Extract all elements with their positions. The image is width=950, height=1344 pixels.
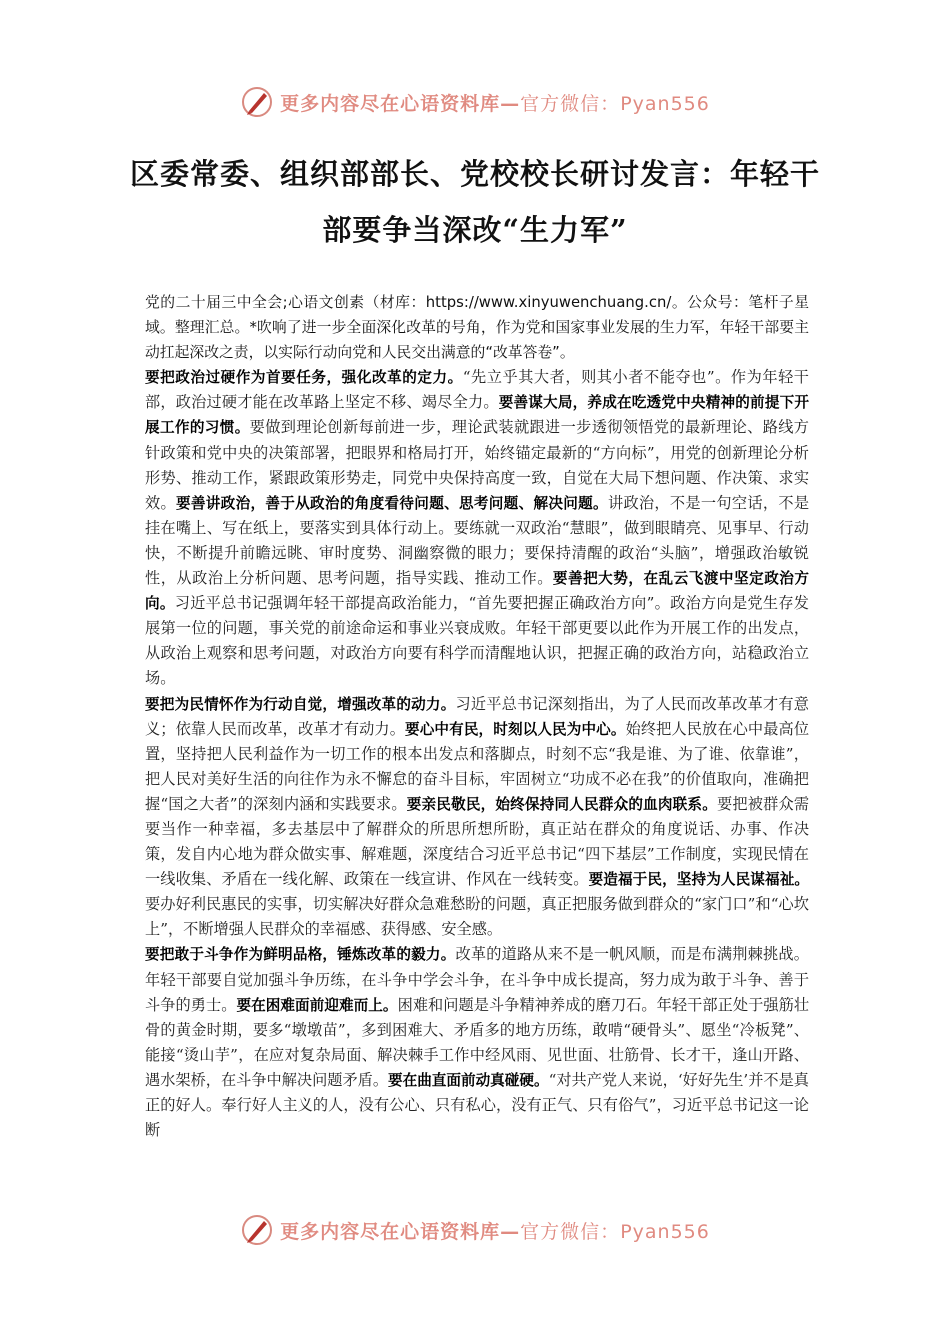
header-banner — [0, 82, 950, 122]
section-paragraph-2: 要把为民情怀作为行动自觉，增强改革的动力。习近平总书记深刻指出，为了人民而改革改革才有意义；依靠人民而改革，改革才有动力。要心中有民，时刻以人民为中心。始终把人民放在心中最高位置，坚持把人民利益作为一切工作的根本出发点和落脚点，时刻不忘“我是谁、为了谁、依靠谁”，把人民对美好生活的向往作为永不懈怠的奋斗目标，牢固树立“功成不必在我”的价值取向，准确把握“国之大者”的深刻内涵和实践要求。要亲民敬民，始终保持同人民群众的血肉联系。要把被群众需要当作一种幸福，多去基层中了解群众的所思所想所盼，真正站在群众的角度说话、办事、作决策，发自内心地为群众做实事、解难题，深度结合习近平总书记“四下基层”工作制度，实现民情在一线收集、矛盾在一线化解、政策在一线宣讲、作风在一线转变。要造福于民，坚持为人民谋福祉。要办好利民惠民的实事，切实解决好群众急难愁盼的问题，真正把服务做到群众的“家门口”和“心坎上”，不断增强人民群众的幸福感、获得感、安全感。 — [145, 694, 810, 939]
section-paragraph-3: 要把敢于斗争作为鲜明品格，锤炼改革的毅力。改革的道路从来不是一帆风顺，而是布满荆棘挑战。年轻干部要自觉加强斗争历练，在斗争中学会斗争，在斗争中成长提高，努力成为敢于斗争、善于斗争的勇士。要在困难面前迎难而上。困难和问题是斗争精神养成的磨刀石。年轻干部正处于强筋壮骨的黄金时期，要多“墩墩苗”，多到困难大、矛盾多的地方历练，敢啃“硬骨头”、愿坐“冷板凳”、能接“烫山芋”，在应对复杂局面、解决棘手工作中经风雨、见世面、壮筋骨、长才干，逢山开路、遇水架桥，在斗争中解决问题矛盾。要在曲直面前动真碰硬。“对共产党人来说，‘好好先生’并不是真正的好人。奉行好人主义的人，没有公心、只有私心，没有正气、只有俗气”，习近平总书记这一论断 — [145, 945, 810, 1140]
intro-paragraph: 党的二十届三中全会;心语文创素（材库：https://www.xinyuwenchuang.cn/。公众号：笔杆子星域。整理汇总。*吹响了进一步全面深化改革的号角，作为党和国家事业发展的生力军，年轻干部要主动扛起深改之责，以实际行动向党和人民交出满意的“改革答卷”。 — [145, 294, 809, 362]
banner-text: 更多内容尽在心语资料库—官方微信：Pyan556 — [280, 1220, 710, 1243]
section-heading: 要把敢于斗争作为鲜明品格，锤炼改革的毅力。 — [145, 946, 456, 964]
document-title: 区委常委、组织部部长、党校校长研讨发言：年轻干部要争当深改“生力军” — [130, 157, 821, 247]
document-body — [145, 290, 809, 1143]
section-heading: 要把政治过硬作为首要任务，强化改革的定力。 — [145, 369, 463, 387]
section-paragraph-1: 要把政治过硬作为首要任务，强化改革的定力。“先立乎其大者，则其小者不能夺也”。作为年轻干部，政治过硬才能在改革路上坚定不移、竭尽全力。要善谋大局，养成在吃透党中央精神的前提下开展工作的习惯。要做到理论创新每前进一步，理论武装就跟进一步透彻领悟党的最新理论、路线方针政策和党中央的决策部署，把眼界和格局打开，始终锚定最新的“方向标”，用党的创新理论分析形势、推动工作，紧跟政策形势走，同党中央保持高度一致，自觉在大局下想问题、作决策、求实效。要善讲政治，善于从政治的角度看待问题、思考问题、解决问题。讲政治，不是一句空话，不是挂在嘴上、写在纸上，要落实到具体行动上。要练就一双政治“慧眼”，做到眼睛亮、见事早、行动快，不断提升前瞻远眺、审时度势、洞幽察微的眼力；要保持清醒的政治“头脑”，增强政治敏锐性，从政治上分析问题、思考问题，指导实践、推动工作。要善把大势，在乱云飞渡中坚定政治方向。习近平总书记强调年轻干部提高政治能力，“首先要把握正确政治方向”。政治方向是党生存发展第一位的问题，事关党的前途命运和事业兴衰成败。年轻干部更要以此作为开展工作的出发点，从政治上观察和思考问题，对政治方向要有科学而清醒地认识，把握正确的政治方向，站稳政治立场。 — [145, 368, 810, 688]
footer-banner — [0, 1210, 950, 1250]
pen-logo-icon — [240, 1213, 274, 1247]
section-heading: 要把为民情怀作为行动自觉，增强改革的动力。 — [145, 695, 456, 713]
banner-text: 更多内容尽在心语资料库—官方微信：Pyan556 — [280, 92, 710, 115]
pen-logo-icon — [240, 85, 274, 119]
